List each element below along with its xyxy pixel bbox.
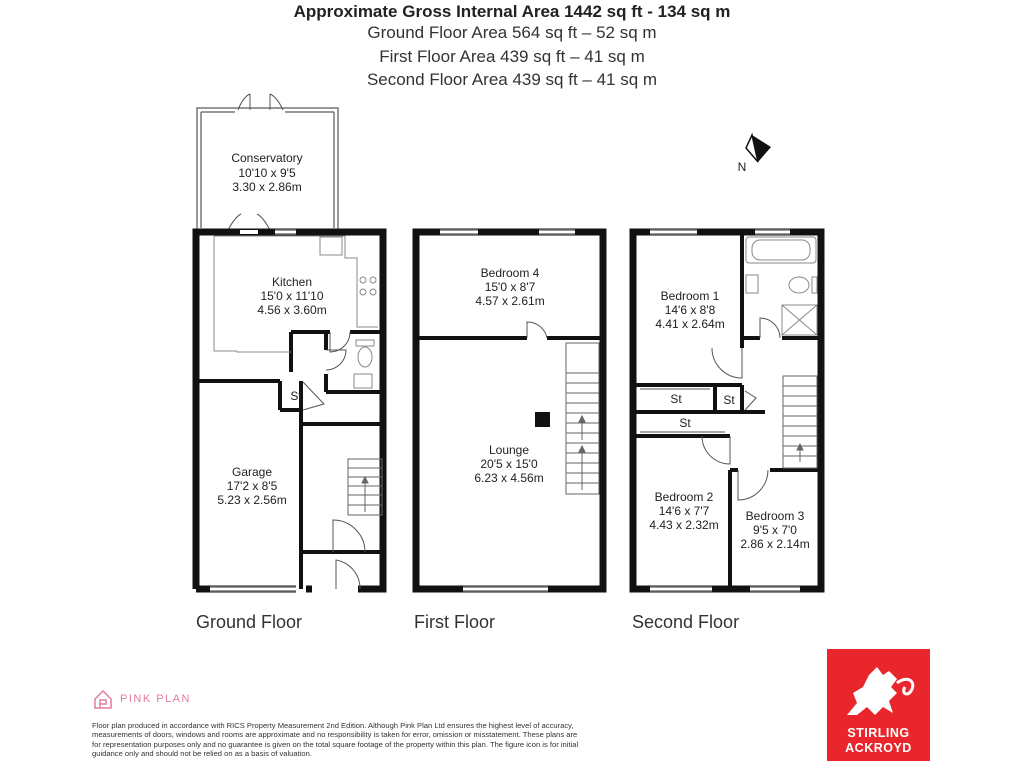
bedroom2-name: Bedroom 2 [654, 490, 714, 504]
pink-plan-brand [92, 688, 191, 710]
bedroom4-name: Bedroom 4 [480, 266, 540, 280]
first-floor-label: First Floor [414, 612, 495, 632]
bedroom3-name: Bedroom 3 [745, 509, 805, 523]
lounge-imperial: 20'5 x 15'0 [480, 457, 538, 471]
total-area-heading: Approximate Gross Internal Area 1442 sq ft - 134 sq m [293, 2, 731, 21]
pink-plan-logo-icon [92, 688, 114, 710]
compass-letter: N [737, 160, 747, 174]
bedroom3-metric: 2.86 x 2.14m [740, 537, 810, 551]
ground-floor-label: Ground Floor [196, 612, 303, 632]
stirling-ackroyd-logo [827, 649, 930, 761]
conservatory-name: Conservatory [231, 151, 303, 165]
ground-floor-area: Ground Floor Area 564 sq ft – 52 sq m [367, 23, 657, 42]
agent-name-line1: STIRLING [847, 726, 910, 740]
bedroom2-imperial: 14'6 x 7'7 [658, 504, 710, 518]
lounge-name: Lounge [488, 443, 530, 457]
bedroom3-imperial: 9'5 x 7'0 [753, 523, 797, 537]
store-label: St [723, 393, 735, 407]
second-floor-area: Second Floor Area 439 sq ft – 41 sq m [366, 70, 658, 89]
bedroom1-metric: 4.41 x 2.64m [655, 317, 725, 331]
garage-imperial: 17'2 x 8'5 [226, 479, 278, 493]
ground-floor-plan [196, 94, 383, 591]
disclaimer-text: Floor plan produced in accordance with RICS Property Measurement 2nd Edition. Although Pink Plan Ltd ensures the highest level of accuracy, measurements of doors, windows and rooms are approximate and no responsibility is taken for error, omission or misstatement. These plans are for representation purposes only and no guarantee is given on the total square footage of the property within this plan. The figure icon is for initial guidance only and should not be relied on as a basis of valuation. [92, 721, 579, 759]
bedroom1-imperial: 14'6 x 8'8 [664, 303, 716, 317]
compass-icon [738, 135, 771, 174]
first-floor-plan [416, 230, 603, 591]
second-floor-plan [633, 230, 821, 591]
bedroom2-metric: 4.43 x 2.32m [649, 518, 719, 532]
store-label: St [679, 416, 691, 430]
griffin-logo-icon [827, 653, 930, 728]
store-label: St [290, 389, 302, 403]
first-floor-area: First Floor Area 439 sq ft – 41 sq m [379, 47, 645, 66]
second-floor-label: Second Floor [632, 612, 740, 632]
garage-metric: 5.23 x 2.56m [217, 493, 287, 507]
garage-name: Garage [231, 465, 273, 479]
bedroom1-name: Bedroom 1 [660, 289, 720, 303]
pink-plan-name: PINK PLAN [120, 693, 191, 705]
agent-name-line2: ACKROYD [845, 741, 912, 755]
conservatory-metric: 3.30 x 2.86m [232, 180, 302, 194]
kitchen-imperial: 15'0 x 11'10 [260, 289, 324, 303]
kitchen-metric: 4.56 x 3.60m [257, 303, 327, 317]
store-label: St [670, 392, 682, 406]
kitchen-name: Kitchen [271, 275, 313, 289]
conservatory-imperial: 10'10 x 9'5 [238, 166, 296, 180]
bedroom4-metric: 4.57 x 2.61m [475, 294, 545, 308]
lounge-metric: 6.23 x 4.56m [474, 471, 544, 485]
bedroom4-imperial: 15'0 x 8'7 [484, 280, 536, 294]
